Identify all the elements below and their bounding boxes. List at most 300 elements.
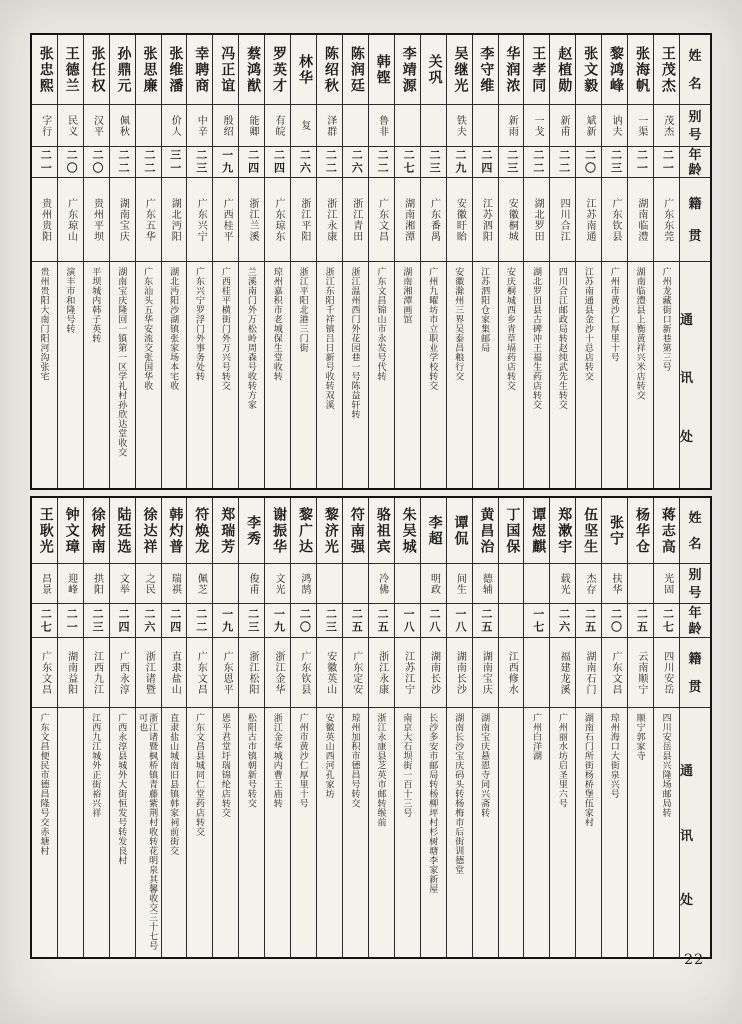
- person-address-text: 浙江诸暨枫桥镇青藤紫荆村收转花明泉其馨收交三十七号可也: [138, 713, 159, 951]
- person-native-place: [628, 638, 653, 708]
- person-age: [265, 147, 290, 178]
- person-name: [602, 35, 627, 105]
- person-age: [291, 604, 316, 638]
- person-age-text: 二二: [142, 149, 155, 175]
- person-alias-text: 迎峰: [65, 572, 77, 595]
- person-column: [601, 35, 627, 488]
- person-column: [523, 498, 549, 957]
- person-column: [523, 35, 549, 488]
- person-name-text: 王耿光: [37, 506, 53, 555]
- person-address: [628, 262, 653, 488]
- person-address: [421, 262, 446, 488]
- person-native-place: [395, 638, 420, 708]
- person-age-text: 二二: [116, 149, 129, 175]
- person-alias: [239, 105, 264, 147]
- person-native-place-text: 广东番禺: [428, 197, 440, 242]
- row-header-char: 龄: [688, 620, 702, 636]
- person-column: [575, 498, 601, 957]
- person-age-text: 二〇: [65, 149, 78, 175]
- person-age-text: 二三: [246, 607, 259, 634]
- person-name-text: 吴继光: [452, 45, 468, 94]
- person-name-text: 李守维: [478, 45, 494, 94]
- person-age-text: 一九: [220, 149, 233, 175]
- row-header-address: [680, 708, 710, 957]
- person-name: [499, 498, 524, 564]
- person-native-place-text: 广东琼山: [65, 197, 77, 242]
- person-address: [343, 708, 368, 957]
- person-age-text: 二一: [65, 607, 78, 634]
- person-address: [162, 262, 187, 488]
- person-name: [395, 498, 420, 564]
- person-native-place: [395, 178, 420, 262]
- person-age-text: 二四: [479, 149, 492, 175]
- person-name: [58, 498, 83, 564]
- person-address: [291, 262, 316, 488]
- person-alias: [32, 105, 57, 147]
- person-native-place: [369, 178, 394, 262]
- person-native-place-text: 广东兴宁: [195, 197, 207, 242]
- person-age-text: 二六: [298, 149, 311, 175]
- person-address-text: 广州九曜坊市立职业学校转交: [428, 267, 439, 391]
- person-name: [369, 498, 394, 564]
- person-alias-text: 汉平: [91, 114, 103, 137]
- person-age-text: 二二: [376, 149, 389, 175]
- person-age: [162, 147, 187, 178]
- person-native-place: [213, 178, 238, 262]
- person-age-text: 二三: [428, 149, 441, 175]
- person-address-text: 南京大石坝街一百十三号: [402, 713, 413, 818]
- person-age: [499, 147, 524, 178]
- person-native-place: [343, 178, 368, 262]
- person-column: [109, 35, 135, 488]
- row-header-char: 龄: [688, 161, 702, 177]
- person-native-place: [524, 638, 549, 708]
- person-name-text: 冯正谊: [219, 45, 235, 94]
- person-address: [395, 708, 420, 957]
- person-column: [135, 35, 161, 488]
- person-address-text: 平坝城内韩子英转: [91, 267, 102, 343]
- person-alias: [550, 105, 575, 147]
- person-address-text: 广州龙藏街口新巷第三号: [661, 267, 672, 372]
- person-name: [524, 498, 549, 564]
- person-native-place: [654, 638, 679, 708]
- person-native-place-text: 湖南宝庆: [117, 197, 129, 242]
- person-native-place: [32, 638, 57, 708]
- person-address-text: 兰溪南门外万松岭周森号收转方家: [246, 267, 257, 410]
- person-native-place-text: 安徽盱眙: [454, 197, 466, 242]
- person-alias: [317, 105, 342, 147]
- person-name-text: 张任权: [89, 45, 105, 94]
- row-header-native: [680, 638, 710, 708]
- person-alias-text: 讷夫: [609, 114, 621, 137]
- person-name-text: 李靖源: [400, 45, 416, 94]
- person-name: [395, 35, 420, 105]
- person-age-text: 二五: [376, 607, 389, 634]
- person-address-text: 安徽英山西河孔家坊: [324, 713, 335, 799]
- person-name: [447, 35, 472, 105]
- person-name-text: 徐树南: [89, 506, 105, 555]
- person-native-place-text: 浙江平阳: [298, 197, 310, 242]
- person-age-text: 二〇: [609, 607, 622, 634]
- person-native-place: [550, 178, 575, 262]
- person-alias-text: 一渠: [635, 114, 647, 137]
- row-header-native: [680, 178, 710, 262]
- person-alias: [576, 564, 601, 604]
- person-native-place-text: 广东东莞: [661, 197, 673, 242]
- row-header-char: 通: [680, 763, 694, 779]
- person-alias: [291, 105, 316, 147]
- row-header-age: [680, 604, 710, 638]
- person-native-place: [421, 638, 446, 708]
- person-column: [549, 498, 575, 957]
- person-address-text: 琼州嘉积市老城保生堂收转: [272, 267, 283, 381]
- person-age-text: 二一: [39, 149, 52, 175]
- person-alias-text: 佩秋: [117, 114, 129, 137]
- row-header-column-1: [679, 498, 710, 957]
- person-age-text: 二三: [324, 607, 337, 634]
- person-age-text: 二三: [194, 149, 207, 175]
- person-address: [239, 262, 264, 488]
- person-column: [238, 35, 264, 488]
- person-address-text: 湖南宝庆悬恩寺同兴斋转: [480, 713, 491, 818]
- person-column: [57, 498, 83, 957]
- person-address: [317, 262, 342, 488]
- person-name-text: 黎济光: [322, 506, 338, 555]
- person-age: [187, 147, 212, 178]
- row-header-char: 通: [680, 311, 694, 327]
- person-column: [316, 498, 342, 957]
- person-age-text: 二二: [194, 607, 207, 634]
- row-header-char: 籍: [688, 196, 702, 211]
- row-header-char: 讯: [680, 827, 694, 843]
- person-column: [135, 498, 161, 957]
- person-native-place: [421, 178, 446, 262]
- person-column: [394, 35, 420, 488]
- person-native-place-text: 直隶盐山: [169, 650, 181, 695]
- person-address-text: 广东汕头五华安流交张国华收: [143, 267, 154, 391]
- person-native-place-text: 云南顺宁: [635, 650, 647, 695]
- person-name-text: 林华: [296, 53, 312, 86]
- person-column: [627, 35, 653, 488]
- person-name: [32, 498, 57, 564]
- person-address: [473, 262, 498, 488]
- person-native-place-text: 江苏泗阳: [480, 197, 492, 242]
- person-native-place-text: 广东定安: [350, 650, 362, 695]
- person-address-text: 松阳古市镇朝新号转交: [246, 713, 257, 808]
- person-address: [421, 708, 446, 957]
- person-address-text: 湖北罗田县古碑冲王福生药店转交: [531, 267, 542, 410]
- person-name: [343, 498, 368, 564]
- person-age: [187, 604, 212, 638]
- person-age: [395, 147, 420, 178]
- person-age: [84, 147, 109, 178]
- person-alias: [628, 105, 653, 147]
- person-age-text: 二六: [142, 607, 155, 634]
- person-alias-text: 泽群: [324, 114, 336, 137]
- person-alias: [343, 564, 368, 604]
- person-name-text: 孙鼎元: [115, 45, 131, 94]
- person-age-text: 二六: [350, 149, 363, 175]
- person-native-place-text: 浙江青田: [350, 197, 362, 242]
- person-age: [213, 147, 238, 178]
- person-age: [499, 604, 524, 638]
- person-address: [369, 262, 394, 488]
- person-native-place-text: 江苏南通: [584, 197, 596, 242]
- person-native-place: [654, 178, 679, 262]
- person-alias: [473, 105, 498, 147]
- person-alias: [654, 564, 679, 604]
- row-header-char: 姓: [688, 510, 702, 525]
- person-alias-text: 德辅: [480, 572, 492, 595]
- person-address: [602, 708, 627, 957]
- person-alias: [110, 564, 135, 604]
- person-alias-text: 文光: [272, 572, 284, 595]
- person-native-place-text: 广西永淳: [117, 650, 129, 695]
- person-alias-text: 瑞祺: [169, 572, 181, 595]
- person-native-place: [628, 178, 653, 262]
- person-alias-text: 价人: [169, 114, 181, 137]
- person-address: [550, 262, 575, 488]
- person-name: [499, 35, 524, 105]
- person-native-place-text: 广东文昌: [376, 197, 388, 242]
- person-column: [57, 35, 83, 488]
- person-name-text: 徐达祥: [141, 506, 157, 555]
- person-native-place: [187, 638, 212, 708]
- person-native-place-text: 贵州平坝: [91, 197, 103, 242]
- person-age-text: 二五: [350, 607, 363, 634]
- person-native-place-text: 广东钦县: [609, 197, 621, 242]
- person-address: [576, 262, 601, 488]
- person-name-text: 华润浓: [504, 45, 520, 94]
- person-address-text: 江苏南通县金沙十总店转交: [583, 267, 594, 381]
- person-address-text: 广东文昌便民市德昌隆号交赤塘村: [39, 713, 50, 856]
- row-header-char: 处: [680, 891, 694, 907]
- person-age-text: 二〇: [91, 149, 104, 175]
- person-address: [265, 708, 290, 957]
- person-alias-text: 复: [298, 120, 310, 131]
- person-column: [290, 498, 316, 957]
- person-native-place: [239, 638, 264, 708]
- person-age: [473, 147, 498, 178]
- person-address: [58, 708, 83, 957]
- person-alias: [213, 564, 238, 604]
- row-header-char: 名: [688, 75, 702, 91]
- person-name-text: 王德兰: [63, 45, 79, 94]
- person-native-place: [32, 178, 57, 262]
- roster-sheet: [30, 33, 712, 959]
- person-native-place-text: 浙江永康: [376, 650, 388, 695]
- person-column: [109, 498, 135, 957]
- person-name: [265, 35, 290, 105]
- person-name-text: 郑瑞芳: [219, 506, 235, 555]
- person-alias: [654, 105, 679, 147]
- person-name: [187, 498, 212, 564]
- person-native-place: [162, 178, 187, 262]
- row-header-char: 姓: [688, 48, 702, 64]
- person-name: [421, 498, 446, 564]
- person-name-text: 韩铿: [374, 53, 390, 86]
- person-alias-text: 鲁非: [376, 114, 388, 137]
- person-name-text: 黄昌治: [478, 506, 494, 555]
- person-address: [291, 708, 316, 957]
- person-native-place-text: 广东琼东: [272, 197, 284, 242]
- person-name-text: 陈润廷: [348, 45, 364, 94]
- person-name-text: 谭煜麒: [530, 506, 546, 555]
- person-name: [369, 35, 394, 105]
- person-address-text: 广州丽水坊启圣里六号: [557, 713, 568, 808]
- person-address: [524, 708, 549, 957]
- row-header-char: 年: [688, 605, 702, 621]
- person-alias-text: 一戈: [532, 114, 544, 137]
- person-address-text: 湖南宝庆隆回一镇第一区学礼村孙欣达堂收交: [117, 267, 128, 457]
- person-age-text: 二七: [661, 607, 674, 634]
- person-alias-text: 殷绍: [221, 114, 233, 137]
- person-age: [524, 147, 549, 178]
- person-native-place-text: 湖南宝庆: [480, 650, 492, 695]
- person-alias-text: 新雨: [506, 114, 518, 137]
- person-native-place: [58, 178, 83, 262]
- person-address-text: 广东兴宁罗浮门外事务处转: [194, 267, 205, 381]
- person-native-place-text: 江西修水: [506, 650, 518, 695]
- person-age: [421, 604, 446, 638]
- person-alias: [291, 564, 316, 604]
- person-name: [239, 498, 264, 564]
- person-alias: [187, 105, 212, 147]
- person-alias-text: 文举: [117, 572, 129, 595]
- person-name: [110, 498, 135, 564]
- person-alias-text: 昌景: [39, 572, 51, 595]
- person-alias: [524, 105, 549, 147]
- person-address-text: 直隶盐山城南旧县镇韩家祠前街交: [169, 713, 180, 856]
- person-alias: [317, 564, 342, 604]
- person-address-text: 安庆桐城西乡青草塥药店转交: [506, 267, 517, 391]
- person-native-place: [499, 178, 524, 262]
- person-alias-text: 字行: [39, 114, 51, 137]
- person-name-text: 韩灼普: [167, 506, 183, 555]
- person-alias-text: 之民: [143, 572, 155, 595]
- person-column: [161, 35, 187, 488]
- person-name: [187, 35, 212, 105]
- person-age-text: 一八: [453, 607, 466, 634]
- person-native-place-text: 四川安岳: [661, 650, 673, 695]
- person-age-text: 二〇: [298, 607, 311, 634]
- person-address: [447, 262, 472, 488]
- person-alias: [499, 105, 524, 147]
- person-address-text: 广州市黄沙仁厚里十号: [609, 267, 620, 362]
- person-name-text: 陆廷选: [115, 506, 131, 555]
- row-header-char: 处: [680, 428, 694, 444]
- person-age: [369, 604, 394, 638]
- person-address-text: 琼州海口大街泉兴号: [609, 713, 620, 799]
- person-column: [290, 35, 316, 488]
- person-alias: [110, 105, 135, 147]
- person-column: [498, 35, 524, 488]
- person-alias: [239, 564, 264, 604]
- person-name-text: 陈绍秋: [322, 45, 338, 94]
- person-address: [110, 708, 135, 957]
- person-alias: [576, 105, 601, 147]
- person-age-text: 二四: [272, 149, 285, 175]
- person-native-place: [239, 178, 264, 262]
- person-age-text: 一九: [272, 607, 285, 634]
- person-alias: [343, 105, 368, 147]
- person-column: [575, 35, 601, 488]
- person-native-place: [447, 178, 472, 262]
- row-header-char: 年: [688, 147, 702, 163]
- person-alias: [213, 105, 238, 147]
- person-column: [368, 35, 394, 488]
- person-column: [394, 498, 420, 957]
- person-age-text: 二五: [635, 607, 648, 634]
- person-native-place-text: 湖南湘潭: [402, 197, 414, 242]
- person-name: [447, 498, 472, 564]
- row-header-age: [680, 147, 710, 178]
- person-alias: [395, 105, 420, 147]
- person-age: [576, 604, 601, 638]
- person-name-text: 黎广达: [296, 506, 312, 555]
- person-column: [472, 35, 498, 488]
- person-alias: [32, 564, 57, 604]
- row-header-char: 贯: [688, 678, 702, 694]
- person-name: [162, 498, 187, 564]
- person-age-text: 二三: [505, 149, 518, 175]
- person-native-place: [499, 638, 524, 708]
- person-address: [32, 262, 57, 488]
- person-address-text: 长沙多安市邮局转杨柳坪村杉树塘李家新屋: [428, 713, 439, 894]
- person-native-place: [265, 638, 290, 708]
- person-age: [110, 604, 135, 638]
- person-address: [213, 708, 238, 957]
- person-name: [162, 35, 187, 105]
- person-column: [472, 498, 498, 957]
- person-alias: [550, 564, 575, 604]
- person-age: [369, 147, 394, 178]
- person-age-text: 二五: [479, 607, 492, 634]
- person-address: [32, 708, 57, 957]
- person-age: [576, 147, 601, 178]
- person-column: [342, 35, 368, 488]
- person-age: [32, 147, 57, 178]
- person-alias: [628, 564, 653, 604]
- person-column: [316, 35, 342, 488]
- person-name: [291, 35, 316, 105]
- person-address-text: 广州市黄沙仁厚里十号: [298, 713, 309, 808]
- row-header-column-0: [679, 35, 710, 488]
- person-address: [187, 708, 212, 957]
- person-age: [550, 147, 575, 178]
- person-age: [162, 604, 187, 638]
- person-address: [369, 708, 394, 957]
- person-native-place: [369, 638, 394, 708]
- person-age-text: 二一: [635, 149, 648, 175]
- person-name-text: 张文毅: [582, 45, 598, 94]
- person-native-place-text: 四川合江: [558, 197, 570, 242]
- person-alias-text: 俊甫: [247, 572, 259, 595]
- row-header-address: [680, 262, 710, 488]
- person-address-text: 演丰市和隆号转: [65, 267, 76, 334]
- person-name-text: 王孝同: [530, 45, 546, 94]
- person-native-place-text: 湖北罗田: [532, 197, 544, 242]
- person-alias: [499, 564, 524, 604]
- person-alias-text: 杰存: [584, 572, 596, 595]
- row-header-char: 贯: [688, 228, 702, 243]
- person-column: [238, 498, 264, 957]
- person-age-text: 三一: [168, 149, 181, 175]
- person-age-text: 一七: [531, 607, 544, 634]
- person-address-text: 湖南湘潭画馆: [402, 267, 413, 324]
- person-native-place-text: 浙江松阳: [247, 650, 259, 695]
- person-name-text: 黎鸿峰: [608, 45, 624, 94]
